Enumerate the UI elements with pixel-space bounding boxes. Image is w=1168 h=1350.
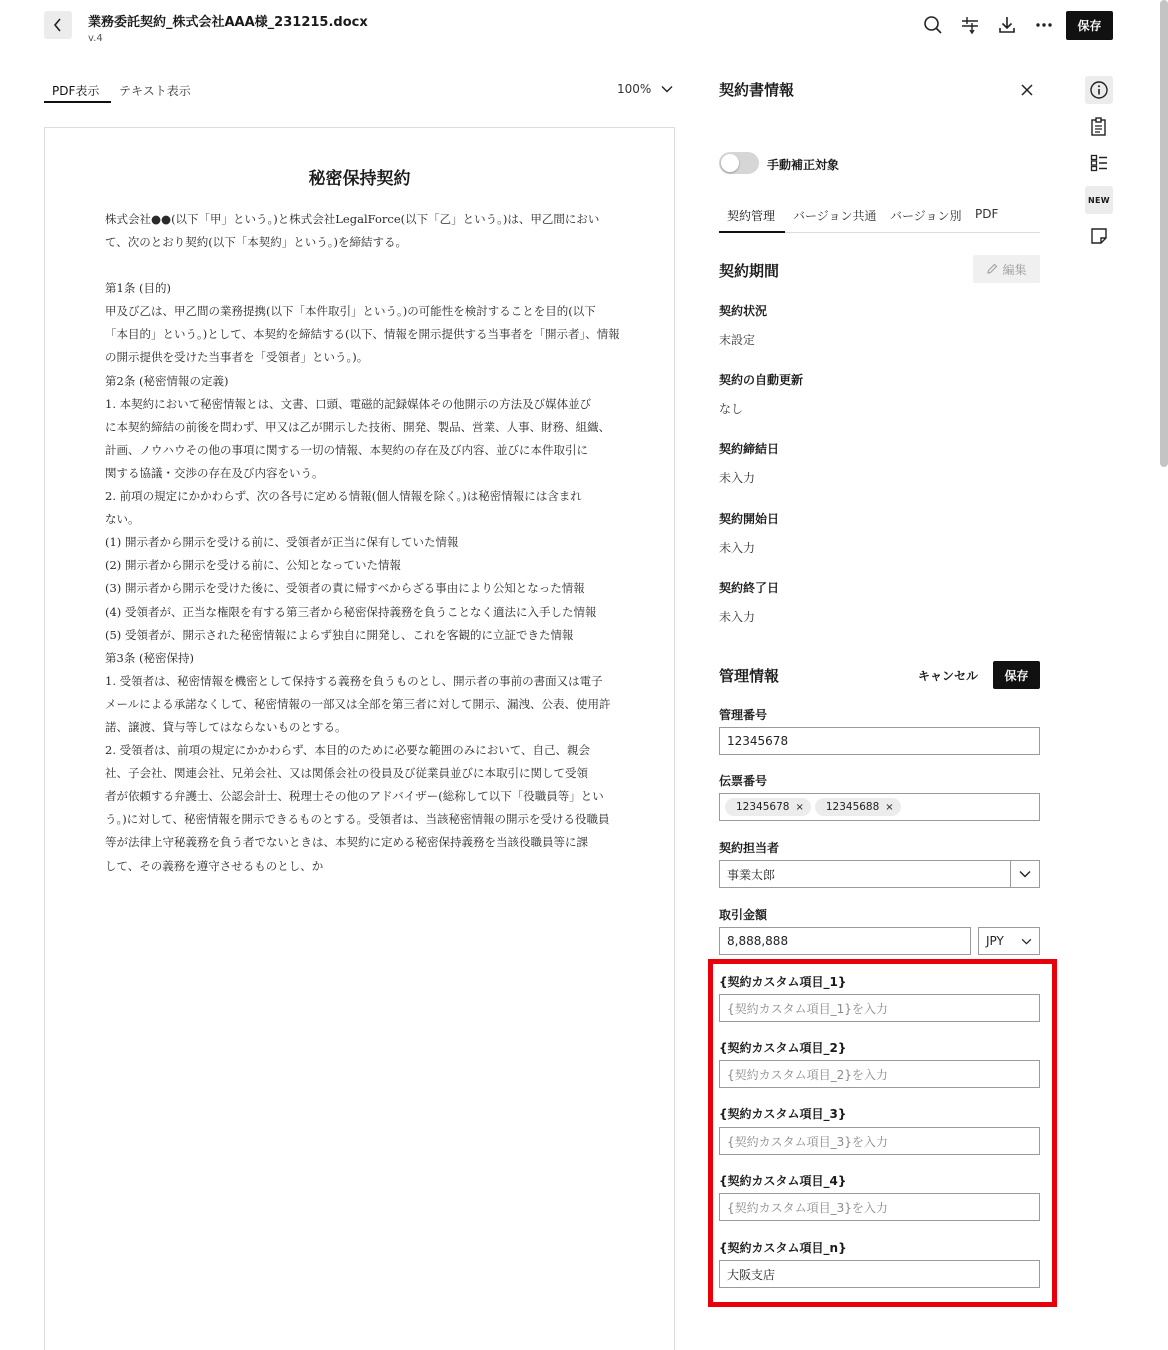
tab-version-specific[interactable]: バージョン別: [890, 209, 962, 223]
tab-version-common[interactable]: バージョン共通: [793, 209, 877, 223]
save-button[interactable]: 保存: [993, 661, 1040, 689]
field-label-start-date: 契約開始日: [719, 512, 780, 526]
document-line: [105, 254, 625, 277]
document-line: う。)に対して、秘密情報を開示できるものとする。受領者は、当該秘密情報の開示を受ける役職員: [105, 812, 610, 827]
zoom-select[interactable]: [617, 82, 673, 96]
document-line: 者が依頼する弁護士、公認会計士、税理士その他のアドバイザー(総称して以下「役職員等」とい: [105, 789, 604, 804]
owner-value: 事業太郎: [727, 867, 776, 882]
active-tab-indicator: [44, 101, 111, 103]
amount-value: 8,888,888: [727, 934, 789, 948]
cancel-button[interactable]: キャンセル: [917, 668, 978, 683]
download-icon[interactable]: [996, 14, 1018, 36]
clipboard-icon[interactable]: [1085, 113, 1113, 141]
tab-pdf[interactable]: PDF: [975, 207, 999, 221]
document-line: メールによる承諾なくして、秘密情報の一部又は全部を第三者に対して開示、漏洩、公表、使用許: [105, 696, 611, 711]
info-icon[interactable]: [1085, 76, 1113, 104]
field-label-status: 契約状況: [719, 304, 768, 318]
document-line: 「本目的」という。)として、本契約を締結する(以下、情報を開示提供する当事者を「開示者」、情報: [105, 327, 620, 342]
document-line: 1. 受領者は、秘密情報を機密として保持する義務を負うものとし、開示者の事前の書面又は電子: [105, 673, 603, 688]
amount-input[interactable]: [719, 927, 971, 955]
slip-number-chip: [815, 798, 901, 816]
document-line: 計画、ノウハウその他の事項に関する一切の情報、本契約の存在及び内容、並びに本件取引に: [105, 442, 588, 457]
save-button-top[interactable]: 保存: [1066, 11, 1113, 40]
chip-label: 12345688: [825, 801, 880, 813]
document-line: 等が法律上守秘義務を負う者でないときは、本契約に定める秘密保持義務を当該役職員等に課: [105, 835, 588, 850]
panel-title: 契約書情報: [719, 81, 795, 99]
slip-number-chip: [725, 798, 811, 816]
tab-pdf-view[interactable]: PDF表示: [52, 84, 100, 98]
document-body: [105, 208, 625, 878]
field-label-custom-4: {契約カスタム項目_4}: [719, 1174, 847, 1188]
document-line: して、その義務を遵守させるものとし、か: [105, 858, 324, 873]
currency-select[interactable]: [978, 927, 1040, 955]
document-version: v.4: [88, 33, 103, 44]
edit-button[interactable]: [973, 255, 1040, 283]
field-value-end-date: 未入力: [719, 610, 756, 624]
panel-tab-indicator: [719, 231, 785, 233]
document-line: 甲及び乙は、甲乙間の業務提携(以下「本件取引」という。)の可能性を検討することを目的(以下: [105, 304, 596, 319]
document-line: 第1条 (目的): [105, 281, 171, 296]
document-line: 2. 受領者は、前項の規定にかかわらず、本目的のために必要な範囲のみにおいて、自己、親会: [105, 743, 590, 758]
field-value-start-date: 未入力: [719, 541, 756, 555]
custom-field-n-value: 大阪支店: [727, 1267, 776, 1282]
document-line: ない。: [105, 512, 140, 527]
field-label-custom-n: {契約カスタム項目_n}: [719, 1241, 847, 1255]
document-line: 関する協議・交渉の存在及び内容をいう。: [105, 465, 324, 480]
custom-field-2-placeholder: {契約カスタム項目_2}を入力: [727, 1067, 888, 1082]
document-line: 2. 前項の規定にかかわらず、次の各号に定める情報(個人情報を除く。)は秘密情報には含まれ: [105, 489, 582, 504]
chip-label: 12345678: [736, 801, 790, 813]
field-label-amount: 取引金額: [719, 908, 768, 922]
toggle-label: 手動補正対象: [767, 158, 840, 172]
pencil-icon: [986, 263, 998, 275]
new-feature-icon[interactable]: [1085, 186, 1113, 214]
tab-text-view[interactable]: テキスト表示: [119, 84, 191, 98]
tab-contract-management[interactable]: 契約管理: [727, 209, 776, 223]
zoom-value: 100%: [617, 82, 652, 96]
document-line: 1. 本契約において秘密情報とは、文書、口頭、電磁的記録媒体その他開示の方法及び媒体並び: [105, 396, 592, 411]
custom-field-3-placeholder: {契約カスタム項目_3}を入力: [727, 1134, 888, 1149]
control-number-input[interactable]: [719, 727, 1040, 755]
document-page: [44, 127, 675, 1350]
document-line: 第3条 (秘密保持): [105, 650, 194, 665]
field-label-signing-date: 契約締結日: [719, 442, 780, 456]
highlight-box: [708, 959, 1057, 1307]
document-line: (5) 受領者が、開示された秘密情報によらず独自に開発し、これを客観的に立証できた情報: [105, 627, 574, 642]
back-button[interactable]: [44, 11, 72, 39]
search-icon[interactable]: [922, 14, 944, 36]
field-label-auto-renewal: 契約の自動更新: [719, 373, 804, 387]
field-label-owner: 契約担当者: [719, 841, 780, 855]
edit-label: 編集: [1002, 262, 1027, 277]
document-line: て、次のとおり契約(以下「本契約」という。)を締結する。: [105, 235, 407, 250]
document-line: 第2条 (秘密情報の定義): [105, 373, 229, 388]
document-line: (1) 開示者から開示を受ける前に、受領者が正当に保有していた情報: [105, 535, 459, 550]
document-line: (3) 開示者から開示を受けた後に、受領者の責に帰すべからざる事由により公知となった情報: [105, 581, 585, 596]
field-value-status: 末設定: [719, 333, 756, 347]
document-title: 業務委託契約_株式会社AAA様_231215.docx: [88, 15, 368, 30]
field-label-slip-number: 伝票番号: [719, 774, 768, 788]
currency-value: JPY: [986, 934, 1004, 948]
field-label-custom-3: {契約カスタム項目_3}: [719, 1107, 847, 1121]
control-number-value: 12345678: [727, 734, 789, 748]
owner-select[interactable]: [719, 860, 1040, 888]
document-line: 諾、譲渡、貸与等してはならないものとする。: [105, 719, 347, 734]
field-label-custom-1: {契約カスタム項目_1}: [719, 975, 847, 989]
field-label-end-date: 契約終了日: [719, 581, 780, 595]
custom-field-4-placeholder: {契約カスタム項目_3}を入力: [727, 1200, 888, 1215]
document-line: 社、子会社、関連会社、兄弟会社、又は関係会社の役員及び従業員並びに本取引に関して受領: [105, 766, 588, 781]
document-heading: 秘密保持契約: [308, 169, 411, 189]
section-title-period: 契約期間: [719, 262, 780, 280]
panel-tabs: [719, 207, 1040, 233]
chevron-left-icon: [52, 18, 64, 32]
slip-number-input[interactable]: [719, 793, 1040, 821]
new-badge: NEW: [1088, 195, 1110, 205]
scrollbar[interactable]: [1160, 0, 1168, 467]
field-label-control-number: 管理番号: [719, 708, 768, 722]
list-icon[interactable]: [1085, 149, 1113, 177]
document-line: 株式会社●●(以下「甲」という。)と株式会社LegalForce(以下「乙」という。)は、甲乙間におい: [105, 212, 600, 226]
chevron-down-icon[interactable]: [1010, 861, 1039, 887]
remove-chip-icon[interactable]: ×: [885, 801, 894, 813]
field-value-auto-renewal: なし: [719, 402, 744, 416]
chevron-down-icon: [1021, 938, 1032, 945]
manual-correction-toggle[interactable]: [719, 152, 759, 174]
document-line: の開示提供を受けた当事者を「受領者」という。)。: [105, 350, 369, 365]
section-title-management: 管理情報: [719, 667, 780, 685]
close-icon[interactable]: [1017, 80, 1037, 100]
custom-field-1-placeholder: {契約カスタム項目_1}を入力: [727, 1001, 888, 1016]
chevron-down-icon: [661, 85, 673, 93]
document-line: (2) 開示者から開示を受ける前に、公知となっていた情報: [105, 558, 401, 573]
toggle-knob: [721, 154, 739, 172]
remove-chip-icon[interactable]: ×: [795, 801, 804, 813]
document-line: に本契約締結の前後を問わず、甲又は乙が開示した技術、開発、製品、営業、人事、財務、組織、: [105, 419, 611, 434]
field-label-custom-2: {契約カスタム項目_2}: [719, 1041, 847, 1055]
field-value-signing-date: 未入力: [719, 471, 756, 485]
compare-icon[interactable]: [959, 14, 981, 36]
document-line: (4) 受領者が、正当な権限を有する第三者から秘密保持義務を負うことなく適法に入手した情報: [105, 604, 597, 619]
memo-icon[interactable]: [1085, 222, 1113, 250]
more-icon[interactable]: [1033, 14, 1055, 36]
